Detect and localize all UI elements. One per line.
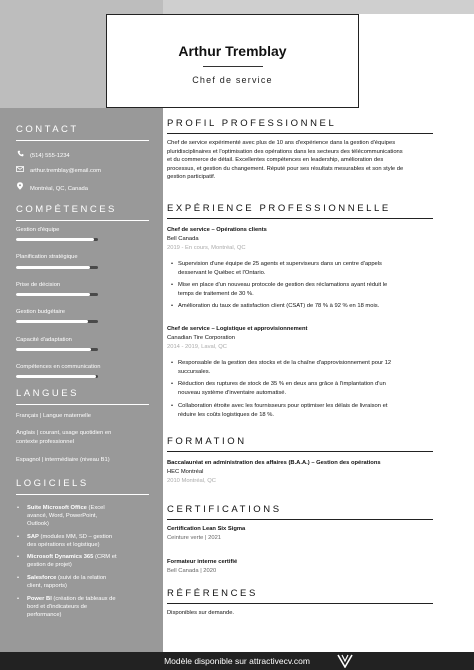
- languages-heading: LANGUES: [16, 388, 79, 399]
- language-item: Espagnol | intermédiaire (niveau B1): [16, 457, 110, 463]
- education-degree: Baccalauréat en administration des affaires (B.A.A.) – Gestion des opérations: [167, 460, 381, 466]
- references-text: Disponibles sur demande.: [167, 610, 235, 616]
- skill-bar: [16, 266, 98, 269]
- bullet-dot-icon: •: [17, 505, 20, 511]
- language-item: Français | Langue maternelle: [16, 413, 91, 419]
- contact-heading: CONTACT: [16, 124, 79, 135]
- job-bullet: • Mise en place d'un nouveau protocole de gestion des réclamations ayant réduit le temps de traitement de 30 %.: [171, 282, 388, 297]
- certification-title: Formateur interne certifié: [167, 559, 238, 565]
- software-item: • Microsoft Dynamics 365 (CRM et gestion de projet): [17, 554, 117, 568]
- languages-divider: [16, 404, 149, 405]
- software-item: • Power BI (création de tableaux de bord et d'indicateurs de performance): [17, 596, 116, 618]
- footer-bar: [0, 652, 474, 670]
- job-title: Chef de service – Opérations clients: [167, 227, 267, 233]
- skill-bar-fill: [16, 375, 96, 378]
- job-bullet: • Réduction des ruptures de stock de 35 % en deux ans grâce à l'implantation d'un nouveau système d'inventaire automatisé.: [171, 381, 386, 396]
- job-title: Chef de service: [192, 75, 273, 85]
- skill-label: Gestion d'équipe: [16, 227, 60, 233]
- phone-icon: [16, 150, 24, 159]
- profile-heading: PROFIL PROFESSIONNEL: [167, 118, 337, 129]
- contact-location: [16, 182, 88, 192]
- bullet-dot-icon: •: [171, 282, 174, 288]
- name-card: [106, 14, 359, 108]
- skill-bar: [16, 348, 98, 351]
- certification-meta: Ceinture verte | 2021: [167, 535, 222, 541]
- skill-bar-fill: [16, 348, 91, 351]
- bullet-dot-icon: •: [17, 575, 20, 581]
- skill-bar: [16, 238, 98, 241]
- skill-bar-fill: [16, 320, 88, 323]
- profile-divider: [167, 133, 433, 134]
- job-company: Bell Canada: [167, 236, 199, 242]
- job-meta: 2019 - En cours, Montréal, QC: [167, 245, 246, 251]
- location-icon: [16, 182, 24, 192]
- email-icon: [16, 166, 24, 174]
- education-heading: FORMATION: [167, 436, 247, 447]
- bullet-dot-icon: •: [171, 360, 174, 366]
- bullet-dot-icon: •: [171, 261, 174, 267]
- experience-heading: EXPÉRIENCE PROFESSIONNELLE: [167, 203, 391, 214]
- bullet-dot-icon: •: [171, 403, 174, 409]
- profile-text: Chef de service expérimenté avec plus de 10 ans d'expérience dans la gestion d'équipes pluridisciplinaires et l'optimisation des opérations dans les secteurs des télécommunications et du commerce de détail. Excellentes compétences en leadership, amélioration des processus, et gestion du changement. Réputé pour ses résultats mesurables et son style de gestion participatif.: [167, 140, 404, 181]
- education-divider: [167, 451, 433, 452]
- footer-link[interactable]: Modèle disponible sur attractivecv.com: [164, 656, 310, 666]
- skill-bar: [16, 293, 98, 296]
- certification-meta: Bell Canada | 2020: [167, 568, 217, 574]
- certifications-divider: [167, 519, 433, 520]
- job-title: Chef de service – Logistique et approvisionnement: [167, 326, 308, 332]
- contact-email: [16, 166, 101, 174]
- location-text: Montréal, QC, Canada: [30, 186, 88, 192]
- certification-title: Certification Lean Six Sigma: [167, 526, 246, 532]
- experience-divider: [167, 218, 433, 219]
- candidate-name: Arthur Tremblay: [178, 43, 287, 59]
- skill-label: Planification stratégique: [16, 254, 78, 260]
- skill-bar-fill: [16, 293, 90, 296]
- skill-label: Prise de décision: [16, 282, 61, 288]
- job-company: Canadian Tire Corporation: [167, 335, 235, 341]
- bullet-dot-icon: •: [17, 596, 20, 602]
- contact-phone: [16, 150, 70, 159]
- phone-text: (514) 555-1234: [30, 153, 70, 159]
- education-meta: 2010 Montréal, QC: [167, 478, 216, 484]
- language-item-cont: contexte professionnel: [16, 439, 75, 445]
- certifications-heading: CERTIFICATIONS: [167, 504, 282, 515]
- name-divider: [203, 66, 263, 67]
- skills-divider: [16, 220, 149, 221]
- job-bullet: • Supervision d'une équipe de 25 agents et superviseurs dans un centre d'appels desservant le Québec et l'Ontario.: [171, 261, 382, 276]
- job-bullet: • Collaboration étroite avec les fournisseurs pour optimiser les délais de livraison et réduire les coûts logistiques de 18 %.: [171, 403, 388, 418]
- skills-heading: COMPÉTENCES: [16, 204, 117, 215]
- language-item: Anglais | courant, usage quotidien en: [16, 430, 112, 436]
- header-top-band: [163, 0, 474, 14]
- bullet-dot-icon: •: [171, 303, 174, 309]
- job-bullet: • Responsable de la gestion des stocks et de la chaîne d'approvisionnement pour 12 succursales.: [171, 360, 392, 375]
- skill-bar: [16, 320, 98, 323]
- skill-label: Compétences en communication: [16, 364, 101, 370]
- skill-label: Capacité d'adaptation: [16, 337, 72, 343]
- software-divider: [16, 494, 149, 495]
- software-heading: LOGICIELS: [16, 478, 89, 489]
- attractivecv-logo-icon: [337, 654, 353, 668]
- references-divider: [167, 603, 433, 604]
- software-item: • Suite Microsoft Office (Excel avancé, Word, PowerPoint, Outlook): [17, 505, 105, 527]
- job-bullet: • Amélioration du taux de satisfaction client (CSAT) de 78 % à 92 % en 18 mois.: [171, 303, 380, 309]
- skill-bar-fill: [16, 238, 94, 241]
- bullet-dot-icon: •: [171, 381, 174, 387]
- skill-label: Gestion budgétaire: [16, 309, 65, 315]
- bullet-dot-icon: •: [17, 534, 20, 540]
- skill-bar: [16, 375, 98, 378]
- software-item: • SAP (modules MM, SD – gestion des opérations et logistique): [17, 534, 113, 548]
- contact-divider: [16, 140, 149, 141]
- skill-bar-fill: [16, 266, 90, 269]
- software-item: • Salesforce (suivi de la relation client, rapports): [17, 575, 107, 589]
- education-school: HEC Montréal: [167, 469, 204, 475]
- bullet-dot-icon: •: [17, 554, 20, 560]
- email-text: arthur.tremblay@email.com: [30, 168, 101, 174]
- references-heading: RÉFÉRENCES: [167, 588, 258, 599]
- job-meta: 2014 - 2019, Laval, QC: [167, 344, 227, 350]
